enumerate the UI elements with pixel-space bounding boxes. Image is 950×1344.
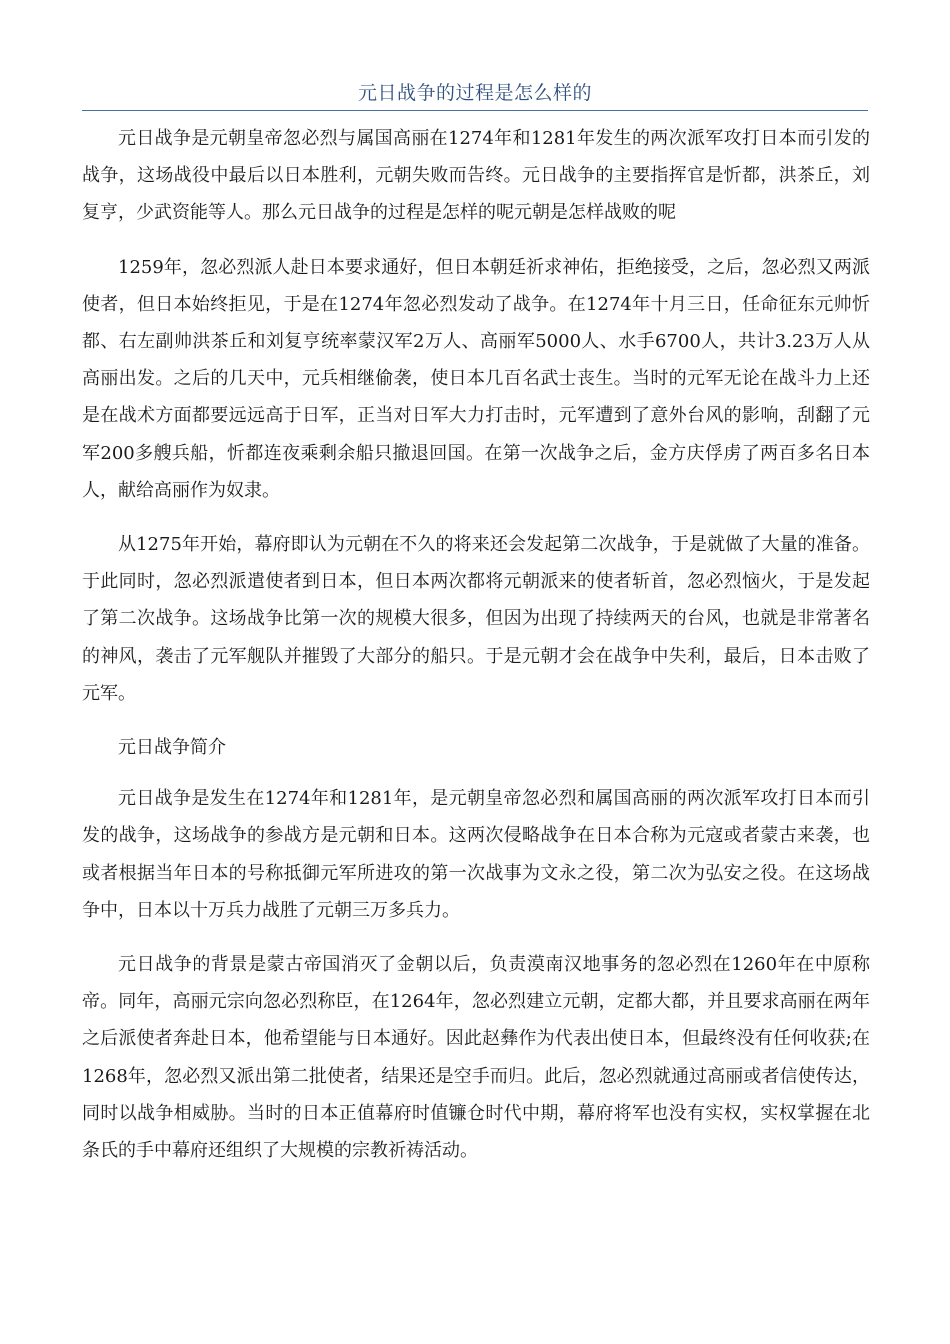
paragraph-summary: 元日战争是发生在1274年和1281年，是元朝皇帝忽必烈和属国高丽的两次派军攻打日本而引发的战争，这场战争的参战方是元朝和日本。这两次侵略战争在日本合称为元寇或者蒙古来袭，也或者根据当年日本的号称抵御元军所进攻的第一次战事为文永之役，第二次为弘安之役。在这场战争中，日本以十万兵力战胜了元朝三万多兵力。 <box>82 788 870 921</box>
document-body <box>82 120 870 1186</box>
paragraph-background: 元日战争的背景是蒙古帝国消灭了金朝以后，负责漠南汉地事务的忽必烈在1260年在中原称帝。同年，高丽元宗向忽必烈称臣，在1264年，忽必烈建立元朝，定都大都，并且要求高丽在两年之后派使者奔赴日本，他希望能与日本通好。因此赵彝作为代表出使日本，但最终没有任何收获;在1268年，忽必烈又派出第二批使者，结果还是空手而归。此后，忽必烈就通过高丽或者信使传达，同时以战争相威胁。当时的日本正值幕府时值镰仓时代中期，幕府将军也没有实权，实权掌握在北条氏的手中幕府还组织了大规模的宗教祈祷活动。 <box>82 954 870 1162</box>
paragraph-second-war: 从1275年开始，幕府即认为元朝在不久的将来还会发起第二次战争，于是就做了大量的准备。于此同时，忽必烈派遣使者到日本，但日本两次都将元朝派来的使者斩首，忽必烈恼火，于是发起了第二次战争。这场战争比第一次的规模大很多，但因为出现了持续两天的台风，也就是非常著名的神风，袭击了元军舰队并摧毁了大部分的船只。于是元朝才会在战争中失利，最后，日本击败了元军。 <box>82 534 870 704</box>
page-title: 元日战争的过程是怎么样的 <box>357 82 592 104</box>
paragraph-first-war: 1259年，忽必烈派人赴日本要求通好，但日本朝廷祈求神佑，拒绝接受，之后，忽必烈又两派使者，但日本始终拒见，于是在1274年忽必烈发动了战争。在1274年十月三日，任命征东元帅忻都、右左副帅洪茶丘和刘复亨统率蒙汉军2万人、高丽军5000人、水手6700人，共计3.23万人从高丽出发。之后的几天中，元兵相继偷袭，使日本几百名武士丧生。当时的元军无论在战斗力上还是在战术方面都要远远高于日军，正当对日军大力打击时，元军遭到了意外台风的影响，刮翻了元军200多艘兵船，忻都连夜乘剩余船只撤退回国。在第一次战争之后，金方庆俘虏了两百多名日本人，献给高丽作为奴隶。 <box>82 256 870 501</box>
paragraph-intro: 元日战争是元朝皇帝忽必烈与属国高丽在1274年和1281年发生的两次派军攻打日本而引发的战争，这场战役中最后以日本胜利，元朝失败而告终。元日战争的主要指挥官是忻都，洪茶丘，刘复亨，少武资能等人。那么元日战争的过程是怎样的呢元朝是怎样战败的呢 <box>82 128 870 224</box>
title-divider <box>82 110 868 111</box>
section-heading: 元日战争简介 <box>118 737 226 759</box>
